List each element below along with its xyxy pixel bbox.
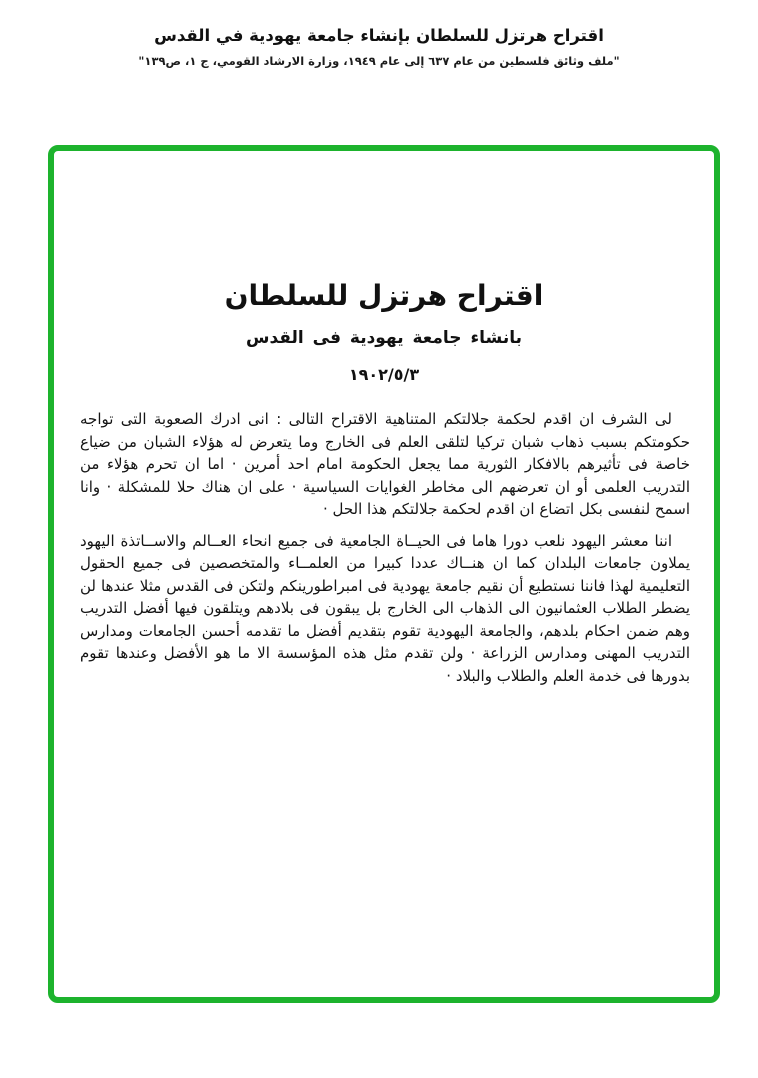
paragraph-2: اننا معشر اليهود نلعب دورا هاما فى الحيــاة الجامعية فى جميع انحاء العــالم والاســاتذة اليهود يملاون جامعات البلدان كما ان هنــاك عددا كبيرا من العلمــاء والمتخصصين فى جميع الحقول التعليمية لهذا فاننا نستطيع أن نقيم جامعة يهودية فى امبراطورينكم ولتكن فى القدس مثلا عندها لن يضطر الطلاب العثمانيون الى الذهاب الى الخارج بل يبقون فى بلادهم ويتلقون فيها أفضل التدريب وهم ضمن احكام بلدهم، والجامعة اليهودية تقوم بتقديم أفضل ما تقدمه أحسن الجامعات ومدارس التدريب المهنى ومدارس الزراعة · ولن تقدم مثل هذه المؤسسة الا ما هو الأفضل وعندها تقوم بدورها فى خدمة العلم والطلاب والبلاد · (80, 531, 690, 685)
document-title: اقتراح هرتزل للسلطان (224, 279, 544, 312)
document-body (80, 408, 690, 687)
document-subtitle: بانشاء جامعة يهودية فى القدس (246, 328, 522, 348)
document-source-citation: "ملف وثائق فلسطين من عام ٦٣٧ إلى عام ١٩٤٩، وزارة الارشاد القومي، ج ١، ص١٣٩" (138, 54, 620, 68)
page-header (0, 26, 758, 68)
document-header-title: اقتراح هرتزل للسلطان بإنشاء جامعة يهودية في القدس (154, 26, 604, 45)
document-frame (48, 145, 720, 1003)
document-date: ١٩٠٢/٥/٣ (348, 365, 420, 384)
paragraph-1: لى الشرف ان اقدم لحكمة جلالتكم المتناهية الاقتراح التالى : انى ادرك الصعوبة التى تواجه حكومتكم بسبب ذهاب شبان تركيا لتلقى العلم فى الخارج وما يتعرض له هؤلاء الشبان من ضياع خاصة فى تأثيرهم بالافكار الثورية مما يجعل الحكومة امام احد أمرين · اما ان تحرم هؤلاء من التدريب العلمى أو ان تعرضهم الى مخاطر الغوايات السياسية · على ان هناك حلا للمشكلة · وانا اسمح لنفسى بكل اتضاع ان اقدم لحكمة جلالتكم هذا الحل · (80, 410, 690, 518)
